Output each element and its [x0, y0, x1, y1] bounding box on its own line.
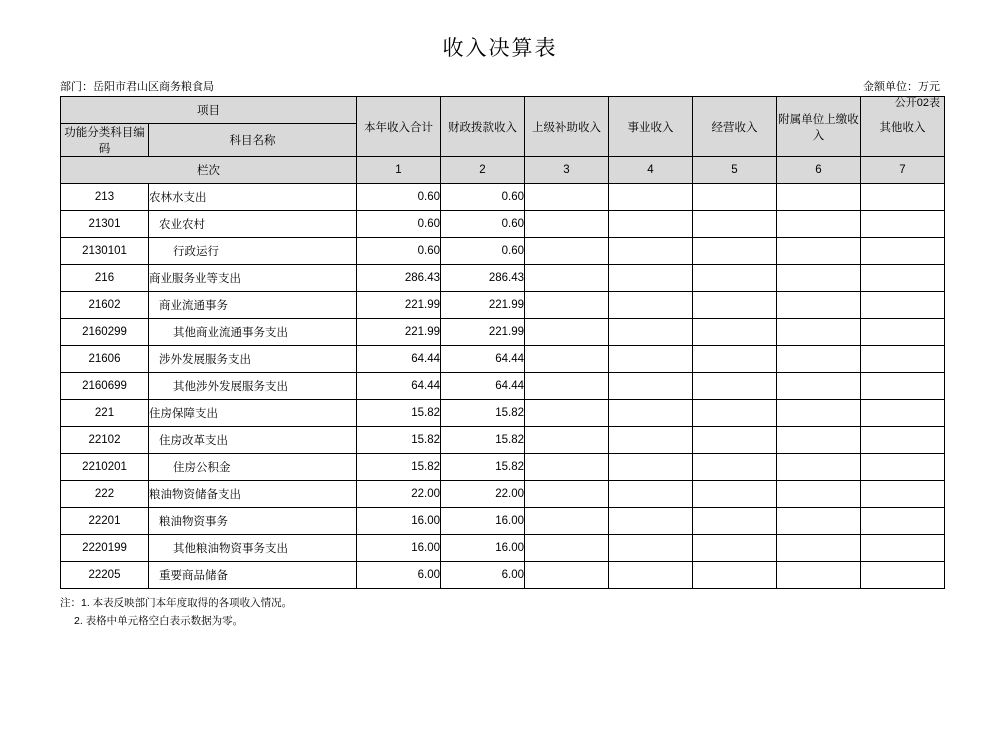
cell-other	[861, 238, 945, 265]
cell-total: 0.60	[357, 211, 441, 238]
cell-subject-name: 商业服务业等支出	[149, 265, 357, 292]
cell-code: 2160699	[61, 373, 149, 400]
cell-superior	[525, 292, 609, 319]
header-col-subordinate: 附属单位上缴收入	[777, 97, 861, 157]
table-row	[61, 562, 945, 589]
cell-code: 216	[61, 265, 149, 292]
cell-code: 2220199	[61, 535, 149, 562]
table-row	[61, 265, 945, 292]
cell-operating	[693, 562, 777, 589]
cell-operating	[693, 373, 777, 400]
cell-fiscal: 0.60	[441, 184, 525, 211]
cell-total: 221.99	[357, 319, 441, 346]
note-line-2: 2. 表格中单元格空白表示数据为零。	[74, 614, 244, 627]
cell-total: 16.00	[357, 535, 441, 562]
table-row	[61, 211, 945, 238]
cell-superior	[525, 265, 609, 292]
table-row	[61, 346, 945, 373]
col-index-1: 1	[357, 157, 441, 184]
cell-fiscal: 15.82	[441, 427, 525, 454]
cell-subordinate	[777, 184, 861, 211]
header-col-business: 事业收入	[609, 97, 693, 157]
cell-subject-name: 住房公积金	[149, 454, 357, 481]
cell-code: 2130101	[61, 238, 149, 265]
cell-fiscal: 64.44	[441, 373, 525, 400]
cell-business	[609, 454, 693, 481]
table-group-header-row	[61, 97, 945, 124]
cell-subordinate	[777, 535, 861, 562]
cell-business	[609, 481, 693, 508]
col-index-7: 7	[861, 157, 945, 184]
table-row	[61, 535, 945, 562]
table-meta-row	[60, 78, 940, 94]
col-index-5: 5	[693, 157, 777, 184]
table-row	[61, 184, 945, 211]
cell-operating	[693, 319, 777, 346]
table-row	[61, 508, 945, 535]
cell-superior	[525, 400, 609, 427]
cell-other	[861, 373, 945, 400]
cell-subordinate	[777, 427, 861, 454]
cell-superior	[525, 562, 609, 589]
cell-total: 64.44	[357, 373, 441, 400]
cell-fiscal: 15.82	[441, 400, 525, 427]
cell-business	[609, 292, 693, 319]
cell-fiscal: 221.99	[441, 292, 525, 319]
cell-total: 22.00	[357, 481, 441, 508]
cell-other	[861, 346, 945, 373]
cell-code: 213	[61, 184, 149, 211]
cell-superior	[525, 481, 609, 508]
cell-operating	[693, 238, 777, 265]
cell-operating	[693, 292, 777, 319]
header-col-fiscal: 财政拨款收入	[441, 97, 525, 157]
cell-total: 0.60	[357, 184, 441, 211]
cell-operating	[693, 481, 777, 508]
header-row-label: 栏次	[61, 157, 357, 184]
table-body	[61, 184, 945, 589]
cell-fiscal: 16.00	[441, 508, 525, 535]
cell-total: 6.00	[357, 562, 441, 589]
header-col-other: 其他收入	[861, 97, 945, 157]
cell-subject-name: 粮油物资事务	[149, 508, 357, 535]
cell-operating	[693, 211, 777, 238]
cell-total: 286.43	[357, 265, 441, 292]
cell-subordinate	[777, 562, 861, 589]
cell-business	[609, 184, 693, 211]
cell-business	[609, 346, 693, 373]
cell-other	[861, 400, 945, 427]
table-row	[61, 454, 945, 481]
cell-other	[861, 292, 945, 319]
cell-fiscal: 6.00	[441, 562, 525, 589]
cell-code: 21606	[61, 346, 149, 373]
cell-total: 15.82	[357, 454, 441, 481]
cell-fiscal: 64.44	[441, 346, 525, 373]
cell-operating	[693, 346, 777, 373]
cell-code: 222	[61, 481, 149, 508]
cell-fiscal: 15.82	[441, 454, 525, 481]
cell-fiscal: 22.00	[441, 481, 525, 508]
cell-operating	[693, 427, 777, 454]
cell-other	[861, 508, 945, 535]
cell-operating	[693, 400, 777, 427]
col-index-4: 4	[609, 157, 693, 184]
cell-other	[861, 427, 945, 454]
cell-business	[609, 508, 693, 535]
cell-code: 22205	[61, 562, 149, 589]
cell-code: 221	[61, 400, 149, 427]
cell-total: 221.99	[357, 292, 441, 319]
income-final-accounts-table	[60, 96, 945, 589]
cell-superior	[525, 535, 609, 562]
cell-subject-name: 商业流通事务	[149, 292, 357, 319]
cell-business	[609, 265, 693, 292]
cell-subject-name: 涉外发展服务支出	[149, 346, 357, 373]
cell-business	[609, 427, 693, 454]
cell-business	[609, 319, 693, 346]
cell-subject-name: 重要商品储备	[149, 562, 357, 589]
table-notes	[60, 595, 940, 631]
header-col-total: 本年收入合计	[357, 97, 441, 157]
cell-operating	[693, 535, 777, 562]
table-row	[61, 373, 945, 400]
cell-fiscal: 286.43	[441, 265, 525, 292]
cell-operating	[693, 454, 777, 481]
header-col-operating: 经营收入	[693, 97, 777, 157]
cell-total: 15.82	[357, 427, 441, 454]
cell-code: 2210201	[61, 454, 149, 481]
cell-subordinate	[777, 373, 861, 400]
cell-other	[861, 481, 945, 508]
cell-code: 21602	[61, 292, 149, 319]
cell-superior	[525, 427, 609, 454]
cell-code: 22201	[61, 508, 149, 535]
cell-code: 22102	[61, 427, 149, 454]
cell-total: 0.60	[357, 238, 441, 265]
public-form-number: 公开02表	[894, 97, 940, 109]
cell-subject-name: 住房保障支出	[149, 400, 357, 427]
cell-subordinate	[777, 481, 861, 508]
cell-fiscal: 0.60	[441, 238, 525, 265]
cell-code: 2160299	[61, 319, 149, 346]
cell-operating	[693, 265, 777, 292]
cell-superior	[525, 508, 609, 535]
cell-superior	[525, 454, 609, 481]
header-group-project: 项目	[61, 97, 357, 124]
cell-subject-name: 农业农村	[149, 211, 357, 238]
cell-other	[861, 184, 945, 211]
cell-subordinate	[777, 319, 861, 346]
cell-superior	[525, 238, 609, 265]
cell-subject-name: 行政运行	[149, 238, 357, 265]
col-index-3: 3	[525, 157, 609, 184]
col-index-2: 2	[441, 157, 525, 184]
cell-subordinate	[777, 211, 861, 238]
cell-subordinate	[777, 346, 861, 373]
cell-code: 21301	[61, 211, 149, 238]
cell-subject-name: 粮油物资储备支出	[149, 481, 357, 508]
cell-subject-name: 其他商业流通事务支出	[149, 319, 357, 346]
header-col-code: 功能分类科目编码	[61, 124, 149, 157]
cell-superior	[525, 319, 609, 346]
header-col-superior: 上级补助收入	[525, 97, 609, 157]
cell-other	[861, 562, 945, 589]
cell-business	[609, 211, 693, 238]
col-index-6: 6	[777, 157, 861, 184]
department-label: 部门：岳阳市君山区商务粮食局	[60, 81, 214, 93]
cell-other	[861, 535, 945, 562]
cell-operating	[693, 184, 777, 211]
cell-total: 15.82	[357, 400, 441, 427]
cell-subordinate	[777, 238, 861, 265]
cell-business	[609, 535, 693, 562]
table-row	[61, 319, 945, 346]
cell-subordinate	[777, 265, 861, 292]
table-row	[61, 427, 945, 454]
cell-subordinate	[777, 508, 861, 535]
cell-business	[609, 400, 693, 427]
cell-other	[861, 454, 945, 481]
cell-superior	[525, 184, 609, 211]
amount-unit-label: 金额单位：万元	[863, 81, 940, 93]
cell-other	[861, 319, 945, 346]
header-col-subject-name: 科目名称	[149, 124, 357, 157]
cell-business	[609, 238, 693, 265]
cell-operating	[693, 508, 777, 535]
cell-subordinate	[777, 454, 861, 481]
cell-subject-name: 住房改革支出	[149, 427, 357, 454]
table-row	[61, 238, 945, 265]
cell-fiscal: 221.99	[441, 319, 525, 346]
table-row	[61, 292, 945, 319]
page-title: 收入决算表	[442, 36, 558, 60]
cell-total: 16.00	[357, 508, 441, 535]
cell-business	[609, 562, 693, 589]
cell-superior	[525, 346, 609, 373]
note-line-1: 注：1. 本表反映部门本年度取得的各项收入情况。	[60, 597, 293, 609]
cell-subordinate	[777, 292, 861, 319]
table-row	[61, 481, 945, 508]
cell-subject-name: 其他粮油物资事务支出	[149, 535, 357, 562]
cell-other	[861, 265, 945, 292]
cell-fiscal: 0.60	[441, 211, 525, 238]
document-page	[0, 32, 1000, 738]
cell-subject-name: 农林水支出	[149, 184, 357, 211]
table-column-index-row	[61, 157, 945, 184]
table-row	[61, 400, 945, 427]
table-head	[61, 97, 945, 184]
cell-other	[861, 211, 945, 238]
cell-subject-name: 其他涉外发展服务支出	[149, 373, 357, 400]
cell-superior	[525, 211, 609, 238]
cell-fiscal: 16.00	[441, 535, 525, 562]
cell-total: 64.44	[357, 346, 441, 373]
cell-business	[609, 373, 693, 400]
cell-superior	[525, 373, 609, 400]
cell-subordinate	[777, 400, 861, 427]
